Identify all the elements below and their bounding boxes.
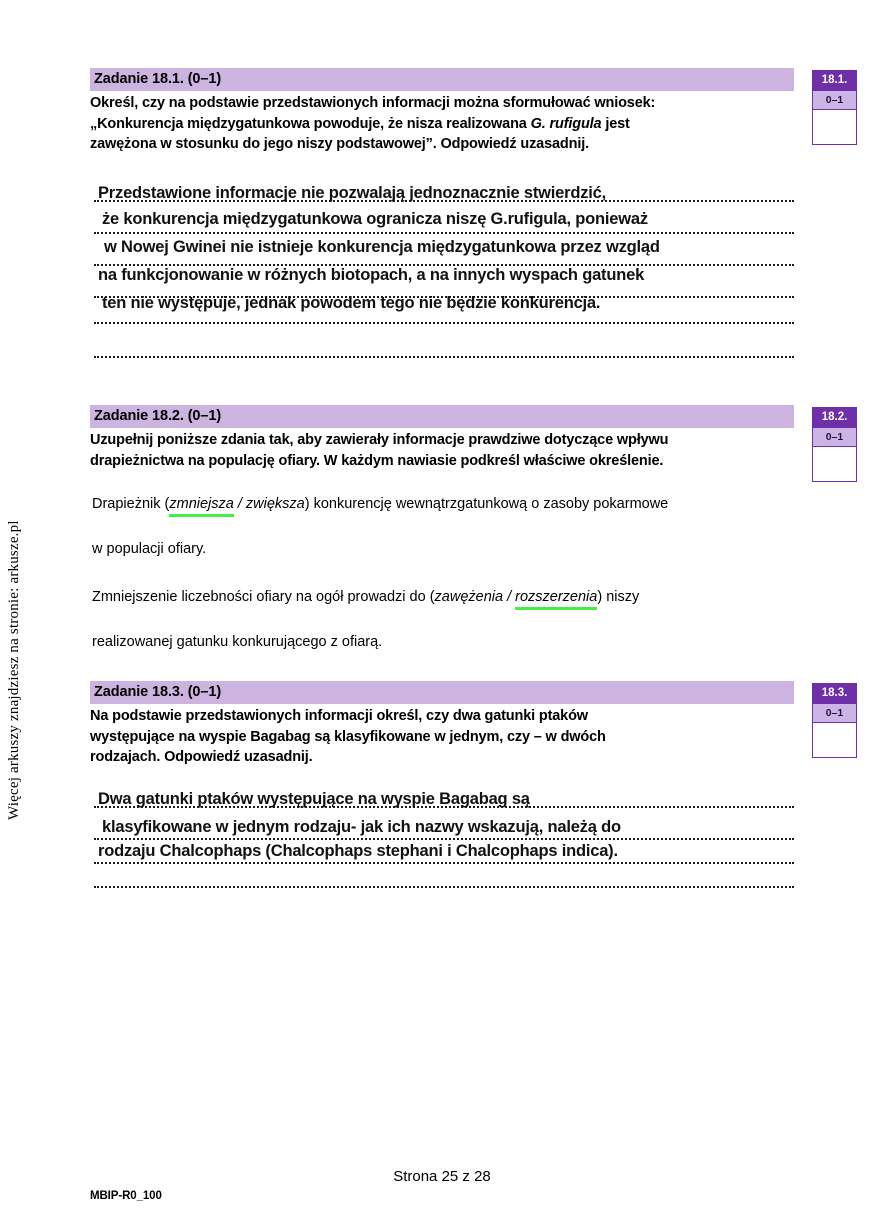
answer-rule — [94, 886, 794, 888]
answer-rule — [94, 838, 794, 840]
prompt-line: rodzajach. Odpowiedź uzasadnij. — [90, 749, 313, 765]
task-18-3-prompt — [90, 706, 794, 768]
task-18-2-prompt — [90, 430, 794, 471]
fill-sentence-1-continuation: w populacji ofiary. — [92, 541, 207, 557]
option-separator: / — [503, 589, 516, 605]
fill-sentence-2 — [92, 587, 796, 607]
prompt-line: Na podstawie przedstawionych informacji określ, czy dwa gatunki ptaków — [90, 708, 588, 724]
task-18-2-sentences — [92, 494, 796, 652]
task-18-1-prompt — [90, 93, 794, 155]
sentence-text: ) konkurencję wewnątrzgatunkową o zasoby pokarmowe — [304, 496, 669, 512]
score-box-blank[interactable] — [813, 447, 856, 481]
task-18-1-band: Zadanie 18.1. (0–1) — [90, 68, 794, 91]
answer-rule — [94, 232, 794, 234]
sentence-text: Zmniejszenie liczebności ofiary na ogół prowadzi do ( — [92, 589, 435, 605]
species-name: G. rufigula — [530, 115, 602, 132]
prompt-line: drapieżnictwa na populację ofiary. W każdym nawiasie podkreśl właściwe określenie. — [90, 452, 664, 469]
prompt-line: Uzupełnij poniższe zdania tak, aby zawierały informacje prawdziwe dotyczące wpływu — [90, 432, 669, 448]
score-box-blank[interactable] — [813, 110, 856, 144]
score-box-18-3[interactable] — [812, 683, 857, 758]
score-box-blank[interactable] — [813, 723, 856, 757]
prompt-line: „Konkurencja międzygatunkowa powoduje, że nisza realizowana G. rufigula jest — [90, 115, 630, 132]
task-18-1 — [90, 68, 794, 155]
answer-rule — [94, 356, 794, 358]
handwritten-answer-line: ten nie występuje, jednak powodem tego nie będzie konkurencja. — [102, 294, 601, 312]
task-18-3 — [90, 681, 794, 768]
score-box-id: 18.3. — [813, 684, 856, 703]
task-18-2 — [90, 405, 794, 471]
sentence-text: Drapieżnik ( — [92, 496, 170, 512]
underlined-option-zmniejsza[interactable]: zmniejsza — [169, 496, 234, 512]
handwritten-answer-line: Dwa gatunki ptaków występujące na wyspie Bagabag są — [98, 790, 530, 808]
handwritten-answer-line: Przedstawione informacje nie pozwalają jednoznacznie stwierdzić, — [98, 184, 607, 202]
score-box-range: 0–1 — [813, 90, 856, 110]
prompt-line: zawężona w stosunku do jego niszy podstawowej”. Odpowiedź uzasadnij. — [90, 136, 589, 152]
handwritten-answer-line: rodzaju Chalcophaps (Chalcophaps stephani i Chalcophaps indica). — [98, 842, 618, 860]
document-code: MBIP-R0_100 — [90, 1190, 162, 1202]
sentence-text: ) niszy — [597, 589, 640, 605]
underlined-option-rozszerzenia[interactable]: rozszerzenia — [515, 589, 598, 605]
score-box-18-2[interactable] — [812, 407, 857, 482]
score-box-id: 18.1. — [813, 71, 856, 90]
score-box-id: 18.2. — [813, 408, 856, 427]
fill-sentence-2-continuation: realizowanej gatunku konkurującego z ofiarą. — [92, 634, 383, 650]
prompt-line: Określ, czy na podstawie przedstawionych informacji można sformułować wniosek: — [90, 95, 656, 111]
fill-sentence-1 — [92, 494, 796, 514]
handwritten-answer-line: że konkurencja międzygatunkowa ogranicza niszę G.rufigula, ponieważ — [102, 210, 648, 228]
score-box-range: 0–1 — [813, 703, 856, 723]
answer-rule — [94, 862, 794, 864]
page-number: Strona 25 z 28 — [393, 1168, 491, 1185]
score-box-range: 0–1 — [813, 427, 856, 447]
option-zawezenia[interactable]: zawężenia — [434, 589, 504, 605]
handwritten-answer-line: w Nowej Gwinei nie istnieje konkurencja międzygatunkowa przez wzgląd — [104, 238, 660, 256]
handwritten-answer-line: na funkcjonowanie w różnych biotopach, a na innych wyspach gatunek — [98, 266, 645, 284]
option-separator: / — [233, 496, 246, 512]
task-18-2-band: Zadanie 18.2. (0–1) — [90, 405, 794, 428]
prompt-line: występujące na wyspie Bagabag są klasyfikowane w jednym, czy – w dwóch — [90, 728, 606, 745]
score-box-18-1[interactable] — [812, 70, 857, 145]
task-18-3-band: Zadanie 18.3. (0–1) — [90, 681, 794, 704]
option-zwieksza[interactable]: zwiększa — [245, 496, 305, 512]
handwritten-answer-line: klasyfikowane w jednym rodzaju- jak ich nazwy wskazują, należą do — [102, 818, 621, 836]
answer-rule — [94, 322, 794, 324]
watermark-side-note: Więcej arkuszy znajdziesz na stronie: arkusze.pl — [6, 520, 22, 820]
